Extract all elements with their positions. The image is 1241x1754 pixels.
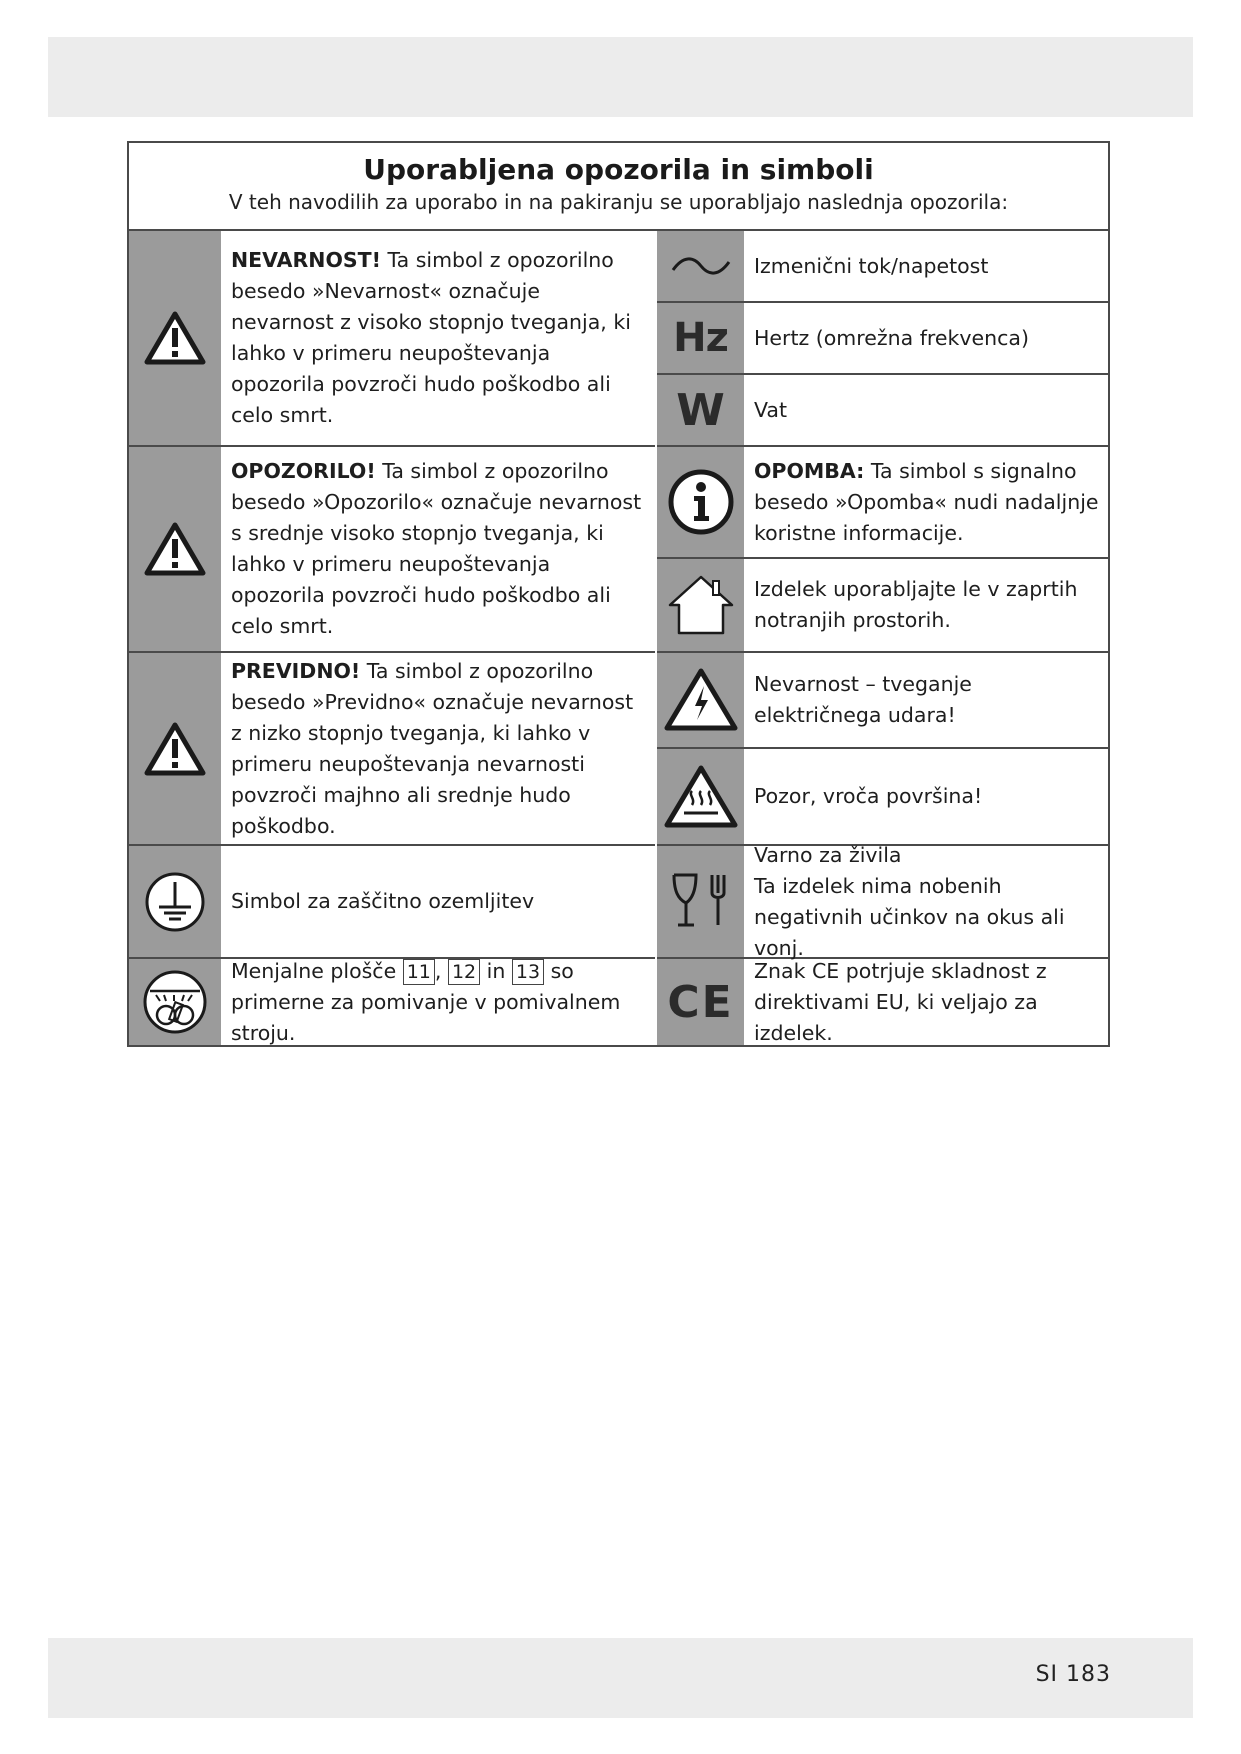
food-line-1: Varno za živila xyxy=(754,842,902,867)
food-description xyxy=(754,842,1102,960)
indoor-description xyxy=(754,559,1102,651)
watt-icon xyxy=(657,375,744,445)
row-shock xyxy=(657,653,1108,749)
indoor-text: Izdelek uporabljajte le v zaprtih notranjih prostorih. xyxy=(754,577,1078,632)
warning-triangle-icon xyxy=(129,231,221,445)
dishwasher-safe-icon xyxy=(129,959,221,1045)
plate-number-13: 13 xyxy=(512,959,544,985)
alternating-current-icon xyxy=(657,231,744,301)
top-band xyxy=(48,37,1193,117)
shock-text: Nevarnost – tveganje električnega udara! xyxy=(754,672,972,727)
table-header xyxy=(129,143,1108,231)
dishwasher-text-a: Menjalne plošče xyxy=(231,958,403,983)
row-watt xyxy=(657,375,1108,447)
warning-triangle-icon xyxy=(129,447,221,651)
hot-surface-icon xyxy=(657,749,744,844)
row-ac xyxy=(657,231,1108,303)
row-hot xyxy=(657,749,1108,846)
watt-symbol: W xyxy=(676,384,725,436)
ac-text: Izmenični tok/napetost xyxy=(754,253,989,278)
hot-text: Pozor, vroča površina! xyxy=(754,784,983,808)
hot-description xyxy=(754,749,1102,844)
hertz-symbol: Hz xyxy=(673,315,728,361)
note-keyword: OPOMBA: xyxy=(754,458,865,483)
caution-text: Ta simbol z opozorilno besedo »Previdno« označuje nevarnost z nizko stopnjo tveganja, ki lahko v primeru neupoštevanja nevarnosti povzroči majhno ali srednje hudo poškodbo. xyxy=(231,658,634,838)
protective-earth-icon xyxy=(129,846,221,957)
note-text: Ta simbol s signalno besedo »Opomba« nudi nadaljnje koristne informacije. xyxy=(754,458,1099,545)
ground-description xyxy=(231,846,647,957)
caution-keyword: PREVIDNO! xyxy=(231,658,361,683)
row-food xyxy=(657,842,1108,960)
warning-triangle-icon xyxy=(129,653,221,844)
row-ground xyxy=(129,846,655,959)
ground-text: Simbol za zaščitno ozemljitev xyxy=(231,889,535,913)
table-subtitle: V teh navodilih za uporabo in na pakiranju se uporabljajo naslednja opozorila: xyxy=(228,190,1009,214)
shock-description xyxy=(754,653,1102,747)
plate-number-11: 11 xyxy=(403,959,435,985)
danger-text: Ta simbol z opozorilno besedo »Nevarnost« označuje nevarnost z visoko stopnjo tveganja, ki lahko v primeru neupoštevanja opozorila povzroči hudo poškodbo ali celo smrt. xyxy=(231,248,631,427)
hertz-icon xyxy=(657,303,744,373)
food-line-2: Ta izdelek nima nobenih negativnih učinkov na okus ali vonj. xyxy=(754,873,1065,960)
table-title: Uporabljena opozorila in simboli xyxy=(363,153,874,186)
row-hz xyxy=(657,303,1108,375)
watt-text: Vat xyxy=(754,397,788,422)
row-ce xyxy=(657,959,1108,1045)
danger-description xyxy=(231,231,647,445)
warning-text: Ta simbol z opozorilno besedo »Opozorilo« označuje nevarnost s srednje visoko stopnjo tveganja, ki lahko v primeru neupoštevanja opozorila povzroči hudo poškodbo ali celo smrt. xyxy=(231,459,642,638)
plate-number-12: 12 xyxy=(448,959,480,985)
row-indoor xyxy=(657,559,1108,653)
danger-keyword: NEVARNOST! xyxy=(231,248,381,272)
ce-description xyxy=(754,959,1102,1045)
symbols-table xyxy=(127,141,1110,1047)
electric-shock-icon xyxy=(657,653,744,747)
row-note xyxy=(657,447,1108,559)
caution-description xyxy=(231,653,647,844)
dishwasher-sep-2: in xyxy=(480,958,512,983)
row-caution xyxy=(129,653,655,846)
warning-description xyxy=(231,447,647,651)
note-description xyxy=(754,447,1102,557)
ce-mark-icon xyxy=(657,959,744,1045)
hz-text: Hertz (omrežna frekvenca) xyxy=(754,325,1029,350)
row-danger xyxy=(129,231,655,447)
ce-symbol: CE xyxy=(667,976,734,1028)
watt-description xyxy=(754,375,1102,445)
warning-keyword: OPOZORILO! xyxy=(231,459,376,483)
info-icon xyxy=(657,447,744,557)
dishwasher-text-b: so primerne za pomivanje v pomivalnem stroju. xyxy=(231,958,621,1045)
row-dishwasher xyxy=(129,959,655,1045)
ac-description xyxy=(754,231,1102,301)
dishwasher-sep-1: , xyxy=(434,958,448,983)
ce-text: Znak CE potrjuje skladnost z direktivami EU, ki veljajo za izdelek. xyxy=(754,958,1047,1045)
dishwasher-description xyxy=(231,959,647,1045)
food-safe-icon xyxy=(657,846,744,957)
page-number: SI 183 xyxy=(1035,1662,1111,1687)
row-warning xyxy=(129,447,655,653)
indoor-house-icon xyxy=(657,559,744,651)
hz-description xyxy=(754,303,1102,373)
bottom-band xyxy=(48,1638,1193,1718)
